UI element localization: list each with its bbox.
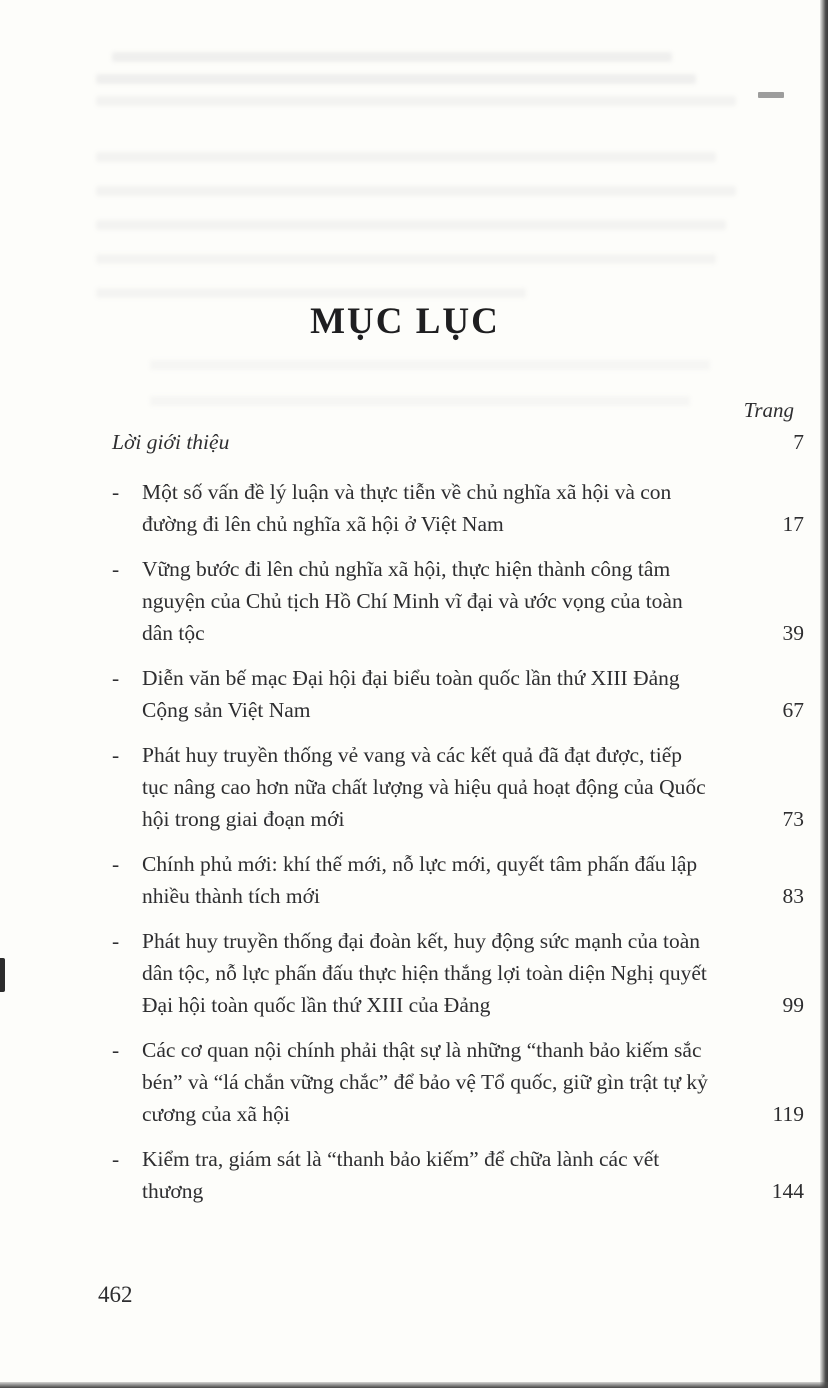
entry-title: Diễn văn bế mạc Đại hội đại biểu toàn quốc lần thứ XIII Đảng Cộng sản Việt Nam bbox=[142, 666, 680, 722]
page-number: 462 bbox=[98, 1282, 133, 1307]
page-column-header: Trang bbox=[743, 398, 794, 422]
entry-dash: - bbox=[112, 929, 120, 953]
toc-entry bbox=[112, 848, 804, 912]
entry-title: Các cơ quan nội chính phải thật sự là những “thanh bảo kiếm sắc bén” và “lá chắn vững chắc” để bảo vệ Tổ quốc, giữ gìn trật tự kỷ cương của xã hội bbox=[142, 1038, 708, 1126]
bleedthrough-artifact bbox=[150, 396, 690, 406]
entry-page-number: 7 bbox=[793, 430, 804, 454]
entry-page-number: 67 bbox=[782, 698, 804, 722]
entry-dash: - bbox=[112, 1038, 120, 1062]
bleedthrough-artifact bbox=[96, 288, 526, 298]
bleedthrough-artifact bbox=[96, 220, 726, 230]
entry-page-number: 17 bbox=[782, 512, 804, 536]
table-of-contents bbox=[112, 426, 804, 1220]
bleedthrough-artifact bbox=[96, 186, 736, 196]
toc-entry bbox=[112, 1034, 804, 1130]
entry-dash: - bbox=[112, 743, 120, 767]
bleedthrough-artifact bbox=[96, 74, 696, 84]
bleedthrough-artifact bbox=[150, 360, 710, 370]
bleedthrough-artifact bbox=[96, 254, 716, 264]
toc-entry bbox=[112, 553, 804, 649]
toc-entry-list bbox=[112, 476, 804, 1207]
bleedthrough-artifact bbox=[96, 152, 716, 162]
entry-dash: - bbox=[112, 852, 120, 876]
entry-title: Một số vấn đề lý luận và thực tiễn về chủ nghĩa xã hội và con đường đi lên chủ nghĩa xã hội ở Việt Nam bbox=[142, 480, 672, 536]
page-title: MỤC LỤC bbox=[310, 301, 500, 342]
entry-page-number: 144 bbox=[771, 1179, 804, 1203]
toc-entry bbox=[112, 476, 804, 540]
entry-title: Kiểm tra, giám sát là “thanh bảo kiếm” để chữa lành các vết thương bbox=[142, 1147, 660, 1203]
toc-entry bbox=[112, 1143, 804, 1207]
toc-entry bbox=[112, 925, 804, 1021]
entry-dash: - bbox=[112, 480, 120, 504]
entry-title: Phát huy truyền thống vẻ vang và các kết quả đã đạt được, tiếp tục nâng cao hơn nữa chất lượng và hiệu quả hoạt động của Quốc hội trong giai đoạn mới bbox=[142, 743, 706, 831]
entry-dash: - bbox=[112, 1147, 120, 1171]
entry-dash: - bbox=[112, 666, 120, 690]
entry-page-number: 99 bbox=[782, 993, 804, 1017]
bleedthrough-artifact bbox=[96, 96, 736, 106]
entry-page-number: 83 bbox=[782, 884, 804, 908]
entry-page-number: 73 bbox=[782, 807, 804, 831]
scan-speck bbox=[758, 92, 784, 98]
entry-title: Vững bước đi lên chủ nghĩa xã hội, thực hiện thành công tâm nguyện của Chủ tịch Hồ Chí Minh vĩ đại và ước vọng của toàn dân tộc bbox=[142, 557, 683, 645]
scan-edge-right bbox=[820, 0, 828, 1388]
entry-page-number: 39 bbox=[782, 621, 804, 645]
entry-page-number: 119 bbox=[772, 1102, 804, 1126]
entry-title: Chính phủ mới: khí thế mới, nỗ lực mới, quyết tâm phấn đấu lập nhiều thành tích mới bbox=[142, 852, 698, 908]
entry-title: Phát huy truyền thống đại đoàn kết, huy động sức mạnh của toàn dân tộc, nỗ lực phấn đấu thực hiện thắng lợi toàn diện Nghị quyết Đại hội toàn quốc lần thứ XIII của Đảng bbox=[142, 929, 707, 1017]
entry-dash: - bbox=[112, 557, 120, 581]
entry-title: Lời giới thiệu bbox=[112, 430, 230, 454]
scan-edge-bottom bbox=[0, 1382, 828, 1388]
toc-entry bbox=[112, 739, 804, 835]
toc-entry bbox=[112, 662, 804, 726]
toc-intro-entry bbox=[112, 426, 804, 458]
scan-edge-mark bbox=[0, 958, 5, 992]
bleedthrough-artifact bbox=[112, 52, 672, 62]
